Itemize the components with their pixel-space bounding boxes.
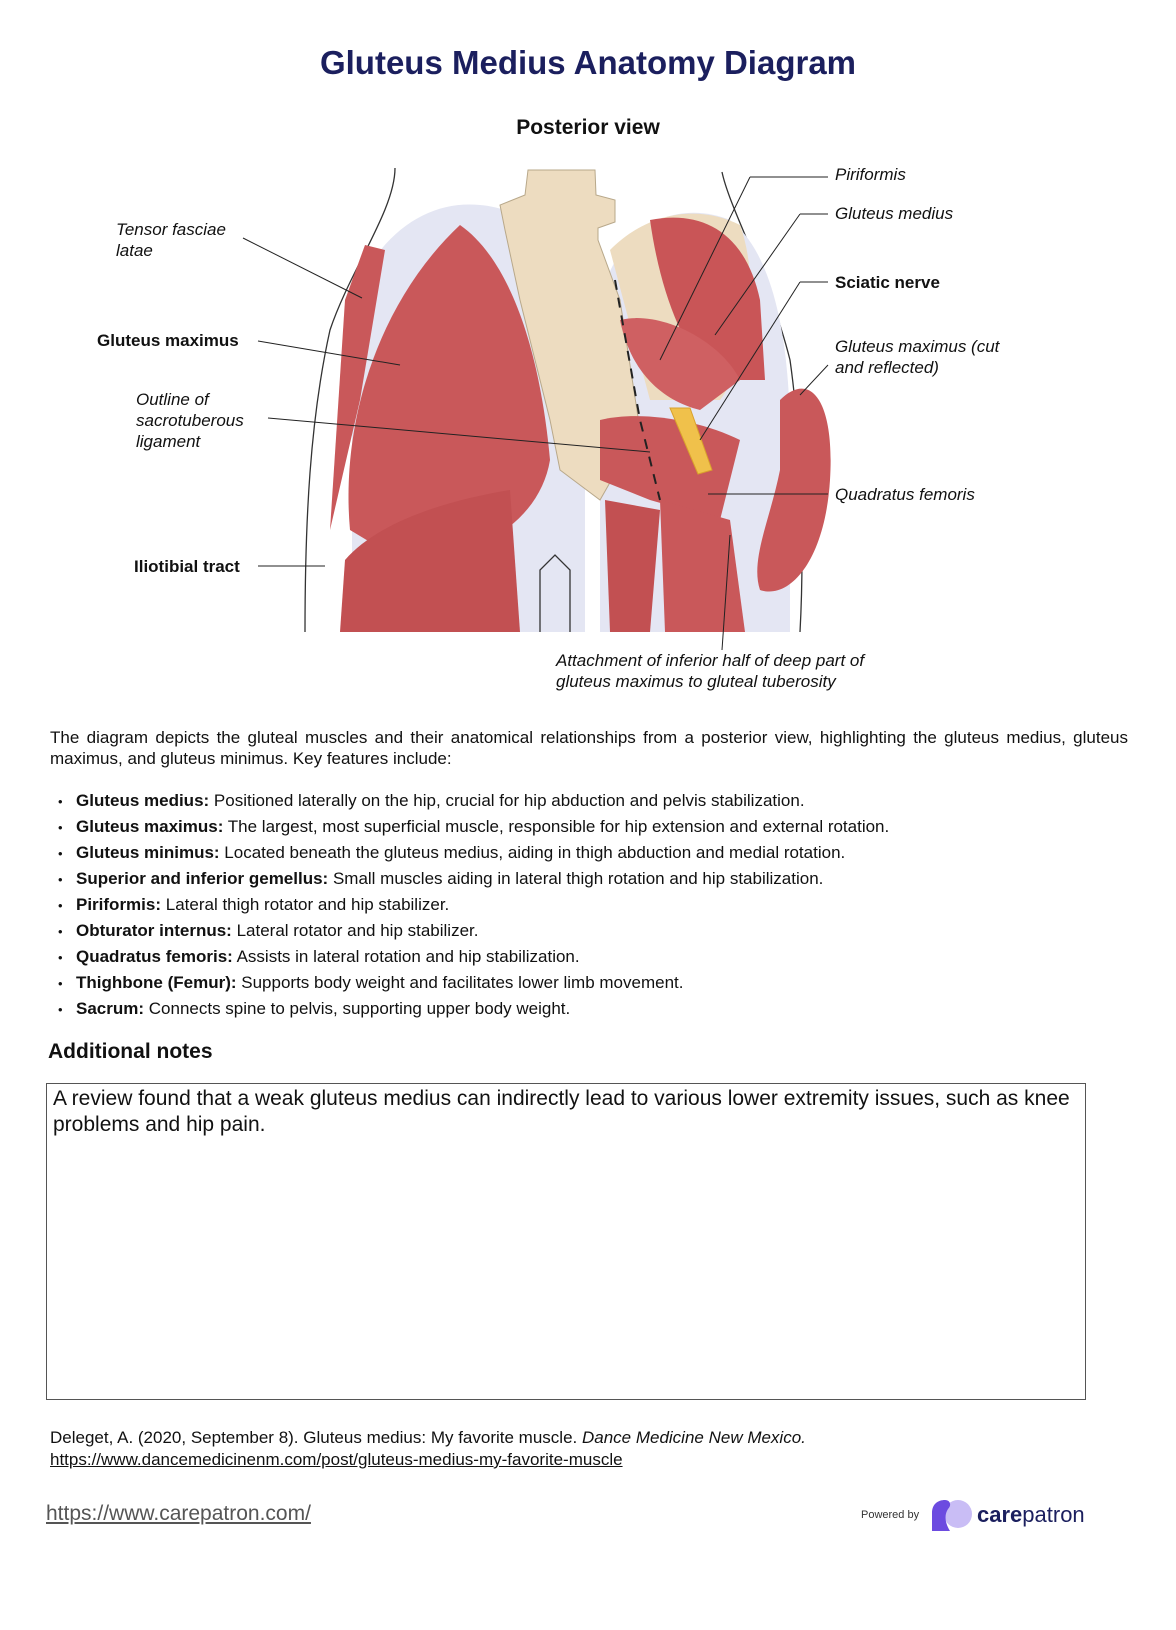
brand-rest: patron xyxy=(1022,1502,1085,1527)
label-gluteus-maximus-cut: Gluteus maximus (cut and reflected) xyxy=(835,337,1000,377)
label-iliotibial-tract: Iliotibial tract xyxy=(134,557,240,576)
list-item xyxy=(58,788,889,814)
desc: Small muscles aiding in lateral thigh rotation and hip stabilization. xyxy=(328,869,824,888)
reference-source: Dance Medicine New Mexico. xyxy=(581,1428,806,1447)
list-item xyxy=(58,996,889,1022)
diagram-subtitle: Posterior view xyxy=(516,116,660,139)
term: Sacrum: xyxy=(76,999,145,1018)
brand-bold: care xyxy=(977,1502,1023,1527)
term: Piriformis: xyxy=(76,895,162,914)
list-item xyxy=(58,944,889,970)
label-quadratus-femoris: Quadratus femoris xyxy=(835,485,975,504)
term: Quadratus femoris: xyxy=(76,947,233,966)
term: Gluteus minimus: xyxy=(76,843,220,862)
term: Obturator internus: xyxy=(76,921,232,940)
reference-authors: Deleget, A. (2020, September 8). Gluteus medius: My favorite muscle. xyxy=(50,1428,582,1447)
desc: Positioned laterally on the hip, crucial for hip abduction and pelvis stabilization. xyxy=(209,791,805,810)
footer-link[interactable]: https://www.carepatron.com/ xyxy=(46,1502,311,1525)
label-gluteus-medius: Gluteus medius xyxy=(835,204,954,223)
desc: Lateral rotator and hip stabilizer. xyxy=(231,921,479,940)
label-tensor-fasciae-latae: Tensor fasciae latae xyxy=(116,220,226,260)
desc: The largest, most superficial muscle, responsible for hip extension and external rotation. xyxy=(223,817,890,836)
list-item xyxy=(58,892,889,918)
label-sciatic-nerve: Sciatic nerve xyxy=(835,273,940,292)
reference-link[interactable]: https://www.dancemedicinenm.com/post/gluteus-medius-my-favorite-muscle xyxy=(50,1450,623,1469)
list-item xyxy=(58,970,889,996)
notes-heading: Additional notes xyxy=(48,1040,213,1063)
list-item xyxy=(58,814,889,840)
intro-paragraph: The diagram depicts the gluteal muscles and their anatomical relationships from a posterior view, highlighting the gluteus medius, gluteus maximus, and gluteus minimus. Key features include: xyxy=(50,728,1128,768)
term: Thighbone (Femur): xyxy=(76,973,237,992)
page-title: Gluteus Medius Anatomy Diagram xyxy=(319,44,857,81)
carepatron-logo-icon xyxy=(928,1499,974,1533)
key-features-list xyxy=(58,788,889,1022)
label-gluteus-maximus: Gluteus maximus xyxy=(97,331,239,350)
reference xyxy=(50,1427,1090,1471)
label-sacrotuberous-ligament: Outline of sacrotuberous ligament xyxy=(136,390,244,451)
desc: Supports body weight and facilitates lower limb movement. xyxy=(236,973,684,992)
list-item xyxy=(58,866,889,892)
desc: Located beneath the gluteus medius, aiding in thigh abduction and medial rotation. xyxy=(219,843,846,862)
list-item xyxy=(58,840,889,866)
term: Gluteus medius: xyxy=(76,791,210,810)
term: Superior and inferior gemellus: xyxy=(76,869,329,888)
desc: Connects spine to pelvis, supporting upper body weight. xyxy=(144,999,571,1018)
label-attachment: Attachment of inferior half of deep part of gluteus maximus to gluteal tuberosity xyxy=(556,651,865,691)
desc: Lateral thigh rotator and hip stabilizer. xyxy=(161,895,450,914)
desc: Assists in lateral rotation and hip stabilization. xyxy=(232,947,580,966)
term: Gluteus maximus: xyxy=(76,817,224,836)
list-item xyxy=(58,918,889,944)
carepatron-brand xyxy=(977,1502,1085,1528)
powered-by-text: Powered by xyxy=(861,1509,920,1521)
label-piriformis: Piriformis xyxy=(835,165,906,184)
notes-textarea[interactable]: A review found that a weak gluteus medius can indirectly lead to various lower extremity issues, such as knee problems and hip pain. xyxy=(46,1083,1086,1400)
